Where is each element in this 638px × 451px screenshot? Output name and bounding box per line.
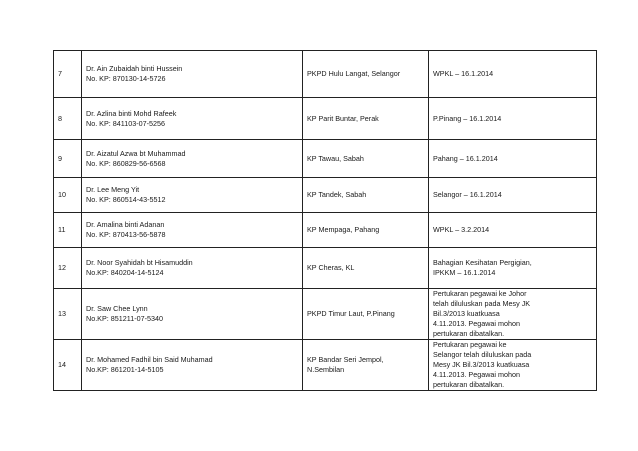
location-line: N.Sembilan — [307, 365, 345, 374]
row-number: 10 — [54, 178, 82, 213]
officer-name: Dr. Ain Zubaidah binti Hussein — [86, 64, 183, 73]
location-line: KP Bandar Seri Jempol, — [307, 355, 384, 364]
note-line: Selangor – 16.1.2014 — [433, 190, 502, 199]
note-line: IPKKM – 16.1.2014 — [433, 268, 496, 277]
officer-kp: No. KP: 860514-43-5512 — [86, 195, 166, 204]
note-line: 4.11.2013. Pegawai mohon — [433, 370, 520, 379]
transfer-table — [53, 50, 597, 391]
officer-kp: No. KP: 870413-56-5878 — [86, 230, 166, 239]
note-line: Pahang – 16.1.2014 — [433, 153, 498, 163]
note-line: Bahagian Kesihatan Pergigian, — [433, 258, 532, 267]
current-location — [303, 340, 429, 391]
transfer-note — [429, 140, 597, 178]
row-number: 8 — [54, 98, 82, 140]
note-line: pertukaran dibatalkan. — [433, 329, 505, 338]
note-line: WPKL – 3.2.2014 — [433, 225, 490, 234]
officer-kp: No.KP: 840204-14-5124 — [86, 268, 164, 277]
current-location: KP Parit Buntar, Perak — [303, 98, 429, 140]
officer-kp: No.KP: 861201-14-5105 — [86, 365, 164, 374]
officer-cell — [82, 98, 303, 140]
officer-cell — [82, 140, 303, 178]
table-row — [54, 340, 597, 391]
officer-cell — [82, 289, 303, 340]
row-number: 12 — [54, 248, 82, 289]
note-line: Pertukaran pegawai ke Johor — [433, 289, 527, 298]
officer-name: Dr. Aizatul Azwa bt Muhammad — [86, 148, 186, 158]
officer-cell — [82, 178, 303, 213]
current-location: KP Tawau, Sabah — [303, 140, 429, 178]
officer-cell — [82, 51, 303, 98]
note-line: Mesy JK Bil.3/2013 kuatkuasa — [433, 360, 530, 369]
officer-cell — [82, 213, 303, 248]
officer-cell — [82, 340, 303, 391]
note-line: WPKL – 16.1.2014 — [433, 69, 494, 78]
current-location: KP Cheras, KL — [303, 248, 429, 289]
row-number: 7 — [54, 51, 82, 98]
current-location: KP Tandek, Sabah — [303, 178, 429, 213]
current-location: KP Mempaga, Pahang — [303, 213, 429, 248]
table-row — [54, 248, 597, 289]
note-line: Selangor telah diluluskan pada — [433, 350, 532, 359]
note-line: Pertukaran pegawai ke — [433, 340, 507, 349]
table-row — [54, 98, 597, 140]
officer-kp: No.KP: 851211-07-5340 — [86, 314, 163, 323]
row-number: 14 — [54, 340, 82, 391]
transfer-note — [429, 178, 597, 213]
table-row — [54, 51, 597, 98]
row-number: 13 — [54, 289, 82, 340]
current-location: PKPD Hulu Langat, Selangor — [303, 51, 429, 98]
row-number: 11 — [54, 213, 82, 248]
officer-name: Dr. Noor Syahidah bt Hisamuddin — [86, 258, 193, 267]
officer-name: Dr. Amalina binti Adanan — [86, 220, 165, 229]
note-line: 4.11.2013. Pegawai mohon — [433, 319, 520, 328]
officer-name: Dr. Azlina binti Mohd Rafeek — [86, 108, 177, 118]
note-line: telah diluluskan pada Mesy JK — [433, 299, 531, 308]
transfer-note — [429, 248, 597, 289]
officer-name: Dr. Lee Meng Yit — [86, 185, 140, 194]
officer-kp: No. KP: 841103-07-5256 — [86, 118, 165, 128]
table-row — [54, 140, 597, 178]
note-line: pertukaran dibatalkan. — [433, 380, 505, 389]
transfer-note — [429, 51, 597, 98]
current-location: PKPD Timur Laut, P.Pinang — [303, 289, 429, 340]
transfer-note — [429, 213, 597, 248]
transfer-note — [429, 340, 597, 391]
officer-cell — [82, 248, 303, 289]
transfer-note — [429, 289, 597, 340]
officer-kp: No. KP: 860829-56-6568 — [86, 158, 166, 168]
table-row — [54, 213, 597, 248]
table-row — [54, 178, 597, 213]
note-line: Bil.3/2013 kuatkuasa — [433, 309, 500, 318]
note-line: P.Pinang – 16.1.2014 — [433, 113, 502, 123]
row-number: 9 — [54, 140, 82, 178]
transfer-note — [429, 98, 597, 140]
officer-kp: No. KP: 870130-14-5726 — [86, 74, 166, 83]
table-row — [54, 289, 597, 340]
officer-name: Dr. Saw Chee Lynn — [86, 304, 148, 313]
officer-name: Dr. Mohamed Fadhil bin Said Muhamad — [86, 355, 213, 364]
